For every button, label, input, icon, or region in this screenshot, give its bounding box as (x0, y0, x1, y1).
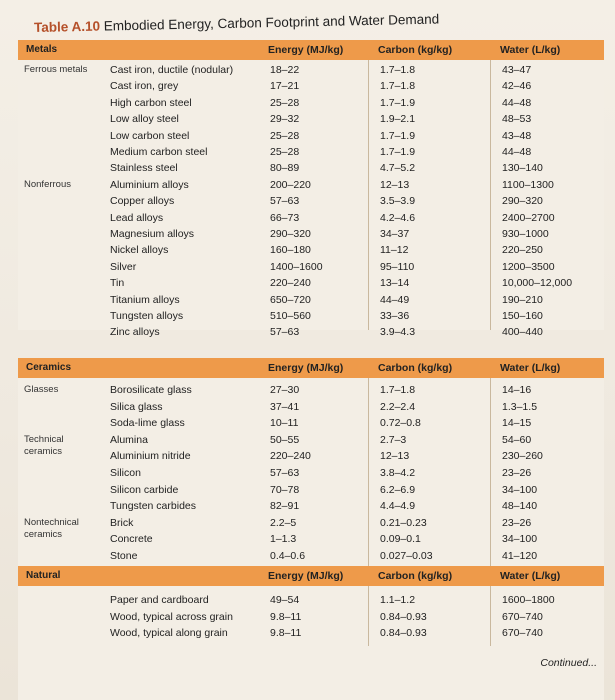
material-name: Lead alloys (110, 211, 164, 224)
column-divider (490, 378, 491, 578)
material-name: Soda-lime glass (110, 417, 185, 430)
energy-value: 9.8–11 (270, 610, 302, 623)
water-value: 670–740 (502, 610, 543, 623)
material-name: Brick (110, 516, 134, 529)
water-value: 23–26 (502, 516, 532, 529)
energy-value: 290–320 (270, 228, 311, 240)
energy-value: 1–1.3 (270, 533, 297, 546)
water-value: 44–48 (502, 146, 532, 158)
column-divider (368, 378, 369, 578)
energy-value: 10–11 (270, 417, 299, 430)
water-column-header: Water (L/kg) (500, 362, 561, 374)
material-name: Silicon carbide (110, 483, 179, 496)
carbon-value: 12–13 (380, 450, 410, 463)
carbon-value: 0.09–0.1 (380, 533, 421, 546)
water-value: 230–260 (502, 450, 543, 463)
carbon-value: 0.21–0.23 (380, 516, 427, 529)
carbon-value: 2.7–3 (380, 433, 407, 446)
energy-value: 25–28 (270, 96, 300, 109)
energy-column-header: Energy (MJ/kg) (268, 44, 344, 56)
energy-value: 220–240 (270, 450, 311, 463)
energy-value: 18–22 (270, 64, 300, 76)
material-name: Silver (110, 260, 137, 273)
section-name: Natural (26, 570, 61, 581)
table-bottom-margin (18, 646, 604, 700)
water-value: 1200–3500 (502, 260, 555, 273)
table-title (34, 12, 439, 35)
water-value: 48–140 (502, 500, 538, 513)
material-name: High carbon steel (110, 96, 192, 109)
carbon-value: 1.7–1.9 (380, 129, 416, 142)
water-value: 1600–1800 (502, 594, 555, 606)
carbon-value: 12–13 (380, 178, 410, 191)
carbon-column-header: Carbon (kg/kg) (378, 362, 453, 374)
carbon-value: 0.027–0.03 (380, 550, 433, 562)
carbon-value: 4.7–5.2 (380, 162, 416, 175)
material-name: Medium carbon steel (110, 146, 208, 158)
material-name: Nickel alloys (110, 244, 169, 257)
carbon-column-header: Carbon (kg/kg) (378, 570, 453, 582)
carbon-value: 1.7–1.8 (380, 64, 416, 76)
material-name: Wood, typical across grain (110, 610, 233, 623)
group-label: Nonferrous (24, 178, 71, 190)
energy-value: 80–89 (270, 162, 300, 175)
water-value: 670–740 (502, 627, 543, 640)
continued-note: Continued... (540, 657, 597, 669)
energy-value: 17–21 (270, 80, 300, 93)
energy-value: 49–54 (270, 594, 300, 606)
carbon-value: 1.7–1.9 (380, 96, 416, 109)
water-value: 190–210 (502, 293, 543, 306)
section-header-natural (18, 566, 604, 586)
carbon-value: 3.9–4.3 (380, 326, 416, 339)
material-name: Tungsten carbides (110, 500, 196, 513)
carbon-value: 3.5–3.9 (380, 195, 416, 208)
water-value: 48–53 (502, 113, 532, 126)
carbon-value: 3.8–4.2 (380, 467, 416, 479)
group-label: Technical ceramics (24, 433, 64, 457)
water-value: 34–100 (502, 483, 538, 496)
section-name: Metals (26, 44, 58, 55)
water-value: 400–440 (502, 326, 543, 339)
water-value: 34–100 (502, 533, 538, 546)
energy-value: 29–32 (270, 113, 300, 126)
energy-column-header: Energy (MJ/kg) (268, 362, 344, 374)
carbon-value: 11–12 (380, 244, 409, 257)
material-name: Tungsten alloys (110, 310, 184, 322)
energy-value: 27–30 (270, 384, 300, 396)
energy-value: 25–28 (270, 146, 300, 158)
material-name: Titanium alloys (110, 293, 180, 306)
energy-value: 650–720 (270, 293, 311, 306)
material-name: Aluminium nitride (110, 450, 191, 463)
group-label: Nontechnical ceramics (24, 516, 79, 540)
carbon-column-header: Carbon (kg/kg) (378, 44, 453, 56)
energy-value: 37–41 (270, 400, 300, 413)
energy-value: 82–91 (270, 500, 300, 513)
energy-value: 160–180 (270, 244, 311, 257)
water-value: 43–48 (502, 129, 532, 142)
column-divider (368, 586, 369, 648)
column-divider (368, 60, 369, 330)
material-name: Borosilicate glass (110, 384, 192, 396)
material-name: Silica glass (110, 400, 163, 413)
energy-value: 57–63 (270, 326, 300, 339)
water-value: 10,000–12,000 (502, 277, 573, 290)
water-value: 290–320 (502, 195, 543, 208)
material-name: Low carbon steel (110, 129, 190, 142)
material-name: Alumina (110, 433, 148, 446)
material-name: Paper and cardboard (110, 594, 209, 606)
energy-value: 1400–1600 (270, 260, 323, 273)
carbon-value: 4.2–4.6 (380, 211, 416, 224)
water-column-header: Water (L/kg) (500, 44, 561, 56)
water-value: 42–46 (502, 80, 532, 93)
material-name: Wood, typical along grain (110, 627, 228, 640)
energy-column-header: Energy (MJ/kg) (268, 570, 344, 582)
carbon-value: 44–49 (380, 293, 410, 306)
water-value: 2400–2700 (502, 211, 555, 224)
water-value: 930–1000 (502, 228, 549, 240)
material-name: Aluminium alloys (110, 178, 189, 191)
carbon-value: 2.2–2.4 (380, 400, 416, 413)
material-name: Stainless steel (110, 162, 178, 175)
carbon-value: 95–110 (380, 260, 415, 273)
material-name: Cast iron, ductile (nodular) (110, 64, 234, 76)
energy-value: 220–240 (270, 277, 311, 290)
water-value: 1.3–1.5 (502, 400, 538, 413)
energy-value: 9.8–11 (270, 627, 302, 640)
water-value: 44–48 (502, 96, 532, 109)
water-value: 43–47 (502, 64, 532, 76)
column-divider (490, 60, 491, 330)
material-name: Copper alloys (110, 195, 175, 208)
carbon-value: 0.72–0.8 (380, 417, 421, 430)
carbon-value: 1.9–2.1 (380, 113, 416, 126)
column-divider (490, 586, 491, 648)
material-name: Stone (110, 550, 138, 562)
water-value: 23–26 (502, 467, 532, 479)
carbon-value: 4.4–4.9 (380, 500, 416, 513)
water-value: 14–15 (502, 417, 532, 430)
carbon-value: 1.7–1.8 (380, 384, 416, 396)
section-name: Ceramics (26, 362, 72, 373)
water-value: 41–120 (502, 550, 538, 562)
group-label: Glasses (24, 384, 59, 395)
energy-value: 25–28 (270, 129, 300, 142)
carbon-value: 1.7–1.9 (380, 146, 416, 158)
energy-value: 200–220 (270, 178, 311, 191)
material-name: Concrete (110, 533, 153, 546)
energy-value: 510–560 (270, 310, 311, 322)
carbon-value: 34–37 (380, 228, 410, 240)
carbon-value: 6.2–6.9 (380, 483, 416, 496)
water-column-header: Water (L/kg) (500, 570, 561, 582)
carbon-value: 33–36 (380, 310, 410, 322)
water-value: 150–160 (502, 310, 543, 322)
water-value: 220–250 (502, 244, 543, 257)
group-label: Ferrous metals (24, 64, 88, 75)
material-name: Magnesium alloys (110, 228, 195, 240)
carbon-value: 1.7–1.8 (380, 80, 416, 93)
material-name: Tin (110, 277, 125, 290)
material-name: Silicon (110, 467, 141, 479)
energy-value: 0.4–0.6 (270, 550, 306, 562)
energy-value: 57–63 (270, 467, 300, 479)
water-value: 14–16 (502, 384, 532, 396)
section-header-metals (18, 40, 604, 60)
material-name: Zinc alloys (110, 326, 160, 339)
water-value: 130–140 (502, 162, 543, 175)
material-name: Cast iron, grey (110, 80, 179, 93)
section-header-ceramics (18, 358, 604, 378)
table-title-text: Embodied Energy, Carbon Footprint and Water Demand (103, 11, 440, 34)
carbon-value: 13–14 (380, 277, 410, 290)
energy-value: 2.2–5 (270, 516, 297, 529)
water-value: 54–60 (502, 433, 532, 446)
carbon-value: 0.84–0.93 (380, 627, 427, 640)
energy-value: 70–78 (270, 483, 300, 496)
carbon-value: 1.1–1.2 (380, 594, 416, 606)
energy-value: 50–55 (270, 433, 300, 446)
table-number: Table A.10 (33, 18, 101, 35)
carbon-value: 0.84–0.93 (380, 610, 427, 623)
energy-value: 57–63 (270, 195, 300, 208)
energy-value: 66–73 (270, 211, 300, 224)
material-name: Low alloy steel (110, 113, 179, 126)
water-value: 1100–1300 (502, 178, 554, 191)
